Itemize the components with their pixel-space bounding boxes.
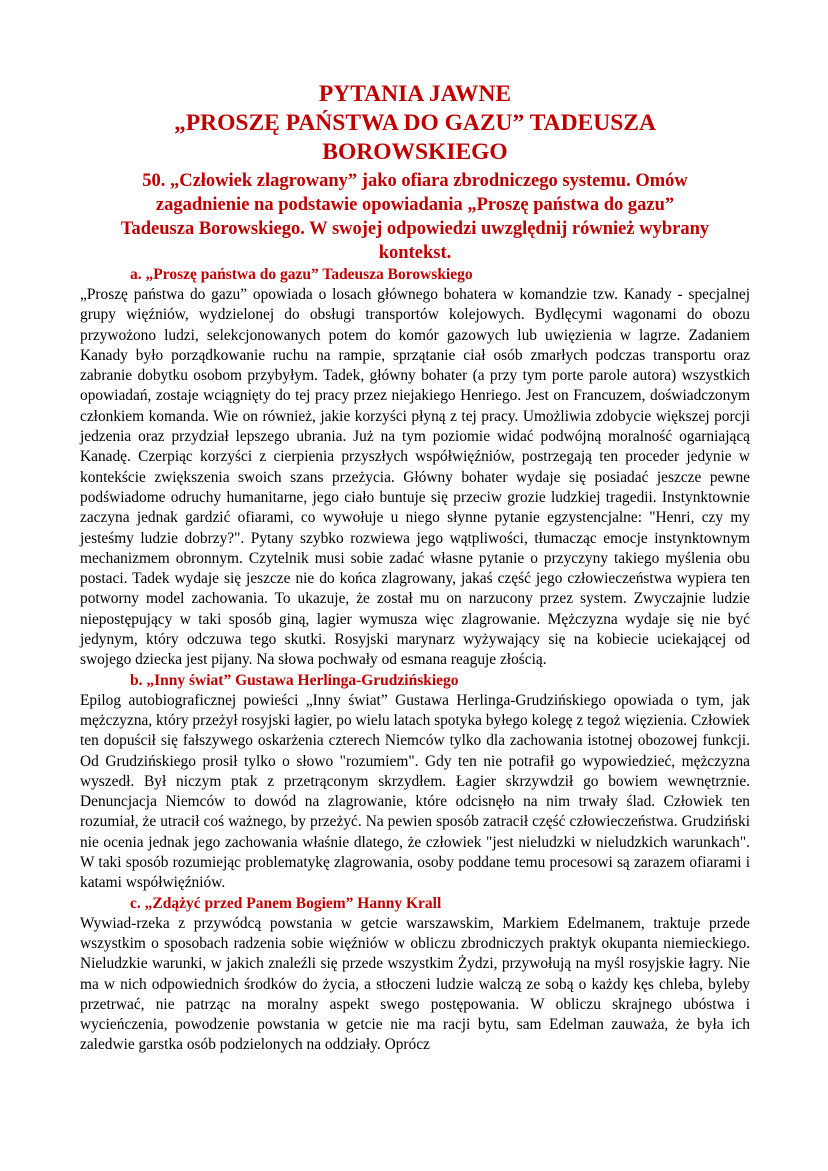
question-line: zagadnienie na podstawie opowiadania „Proszę państwa do gazu” — [155, 195, 675, 215]
title-line: BOROWSKIEGO — [322, 139, 508, 165]
section-paragraph: „Proszę państwa do gazu” opowiada o losach głównego bohatera w komandzie tzw. Kanady - specjalnej grupy więźniów, wydzielonej do obsługi transportów kolejowych. Bydlęcymi wagonami do obozu przywożono ludzi, selekcjonowanych potem do komór gazowych lub uwięzienia w lagrze. Zadaniem Kanady było porządkowanie ruchu na rampie, sprzątanie ciał osób zmarłych podczas transportu oraz zabranie dobytku osobom przybyłym. Tadek, główny bohater (a przy tym porte parole autora) wszystkich opowiadań, zostaje wciągnięty do tej pracy przez niejakiego Henriego. Jest on Francuzem, doświadczonym członkiem komanda. Wie on również, jakie korzyści płyną z tej pracy. Umożliwia zdobycie większej porcji jedzenia oraz przydział lepszego ubrania. Już na tym poziomie widać podwójną moralność ogarniającą Kanadę. Czerpiąc korzyści z cierpienia przyszłych współwięźniów, postrzegają ten proceder jedynie w kontekście zwiększenia swoich szans przeżycia. Główny bohater wydaje się posiadać jeszcze pewne podświadome odruchy humanitarne, jego ciało buntuje się przeciw grozie ludzkiej tragedii. Instynktownie zaczyna jednak gardzić ofiarami, co wywołuje u niego słynne pytanie egzystencjalne: "Henri, czy my jesteśmy ludzie dobrzy?". Pytany szybko rozwiewa jego wątpliwości, tłumacząc emocje instynktownym mechanizmem obronnym. Czytelnik musi sobie zadać własne pytanie o przyczyny takiego myślenia obu postaci. Tadek wydaje się jeszcze nie do końca zlagrowany, jakaś część jego człowieczeństwa wypiera ten potworny model zachowania. To ukazuje, że został mu on narzucony przez system. Zwyczajnie ludzie niepostępujący w taki sposób giną, lagier wymusza więc zlagrowanie. Mężczyzna wydaje się nie być jedynym, który odczuwa tego skutki. Rosyjski marynarz wyżywający się na kobiecie uciekającej od swojego dziecka jest pijany. Na słowa pochwały od esmana reaguje złością. — [80, 286, 750, 669]
question-line: kontekst. — [378, 243, 452, 263]
section-borowski — [80, 265, 750, 671]
section-heading: a. „Proszę państwa do gazu” Tadeusza Borowskiego — [130, 266, 473, 283]
question-line: 50. „Człowiek zlagrowany” jako ofiara zbrodniczego systemu. Omów — [142, 171, 688, 191]
section-paragraph: Epilog autobiograficznej powieści „Inny świat” Gustawa Herlinga-Grudzińskiego opowiada o tym, jak mężczyzna, który przeżył rosyjski łagier, po wielu latach spotyka byłego kolegę z tegoż więzienia. Człowiek ten dopuścił się fałszywego oskarżenia czterech Niemców tylko dla zachowania istotnej obozowej funkcji. Od Grudzińskiego prosił tylko o słowo "rozumiem". Gdy ten nie potrafił go wypowiedzieć, mężczyzna wyszedł. Był niczym ptak z przetrąconym skrzydłem. Łagier skrzywdził go bowiem wewnętrznie. Denuncjacja Niemców to dowód na zlagrowanie, które odcisnęło na nim trwały ślad. Człowiek ten rozumiał, że utracił coś ważnego, by przeżyć. Na pewien sposób zatracił część człowieczeństwa. Grudziński nie ocenia jednak jego zachowania właśnie dlatego, że człowiek "jest nieludzki w nieludzkich warunkach". W taki sposób rozumiejąc problematykę zlagrowania, osoby poddane temu procesowi są zarazem ofiarami i katami współwięźniów. — [80, 691, 750, 892]
question-line: Tadeusza Borowskiego. W swojej odpowiedzi uwzględnij również wybrany — [120, 219, 710, 239]
section-herling — [80, 671, 750, 894]
title-line: „PROSZĘ PAŃSTWA DO GAZU” TADEUSZA — [174, 110, 656, 136]
title-line: PYTANIA JAWNE — [318, 81, 512, 107]
section-heading: b. „Inny świat” Gustawa Herlinga-Grudzińskiego — [130, 671, 459, 689]
section-paragraph: Wywiad-rzeka z przywódcą powstania w getcie warszawskim, Markiem Edelmanem, traktuje przede wszystkim o sposobach radzenia sobie więźniów w obliczu zbrodniczych praktyk okupanta niemieckiego. Nieludzkie warunki, w jakich znaleźli się przede wszystkim Żydzi, przywołują na myśl rosyjskie łagry. Nie ma w nich odpowiednich środków do życia, a stłoczeni ludzie walczą ze sobą o każdy kęs chleba, byleby przetrwać, nie patrząc na moralny aspekt swego postępowania. W obliczu skrajnego ubóstwa i wycieńczenia, powodzenie powstania w getcie nie ma racji bytu, sam Edelman zauważa, że była ich zaledwie garstka osób podzielonych na oddziały. Oprócz — [80, 914, 750, 1054]
question-heading — [80, 169, 750, 265]
section-krall — [80, 894, 750, 1056]
page-title — [80, 80, 750, 167]
section-heading: c. „Zdążyć przed Panem Bogiem” Hanny Krall — [130, 894, 442, 912]
